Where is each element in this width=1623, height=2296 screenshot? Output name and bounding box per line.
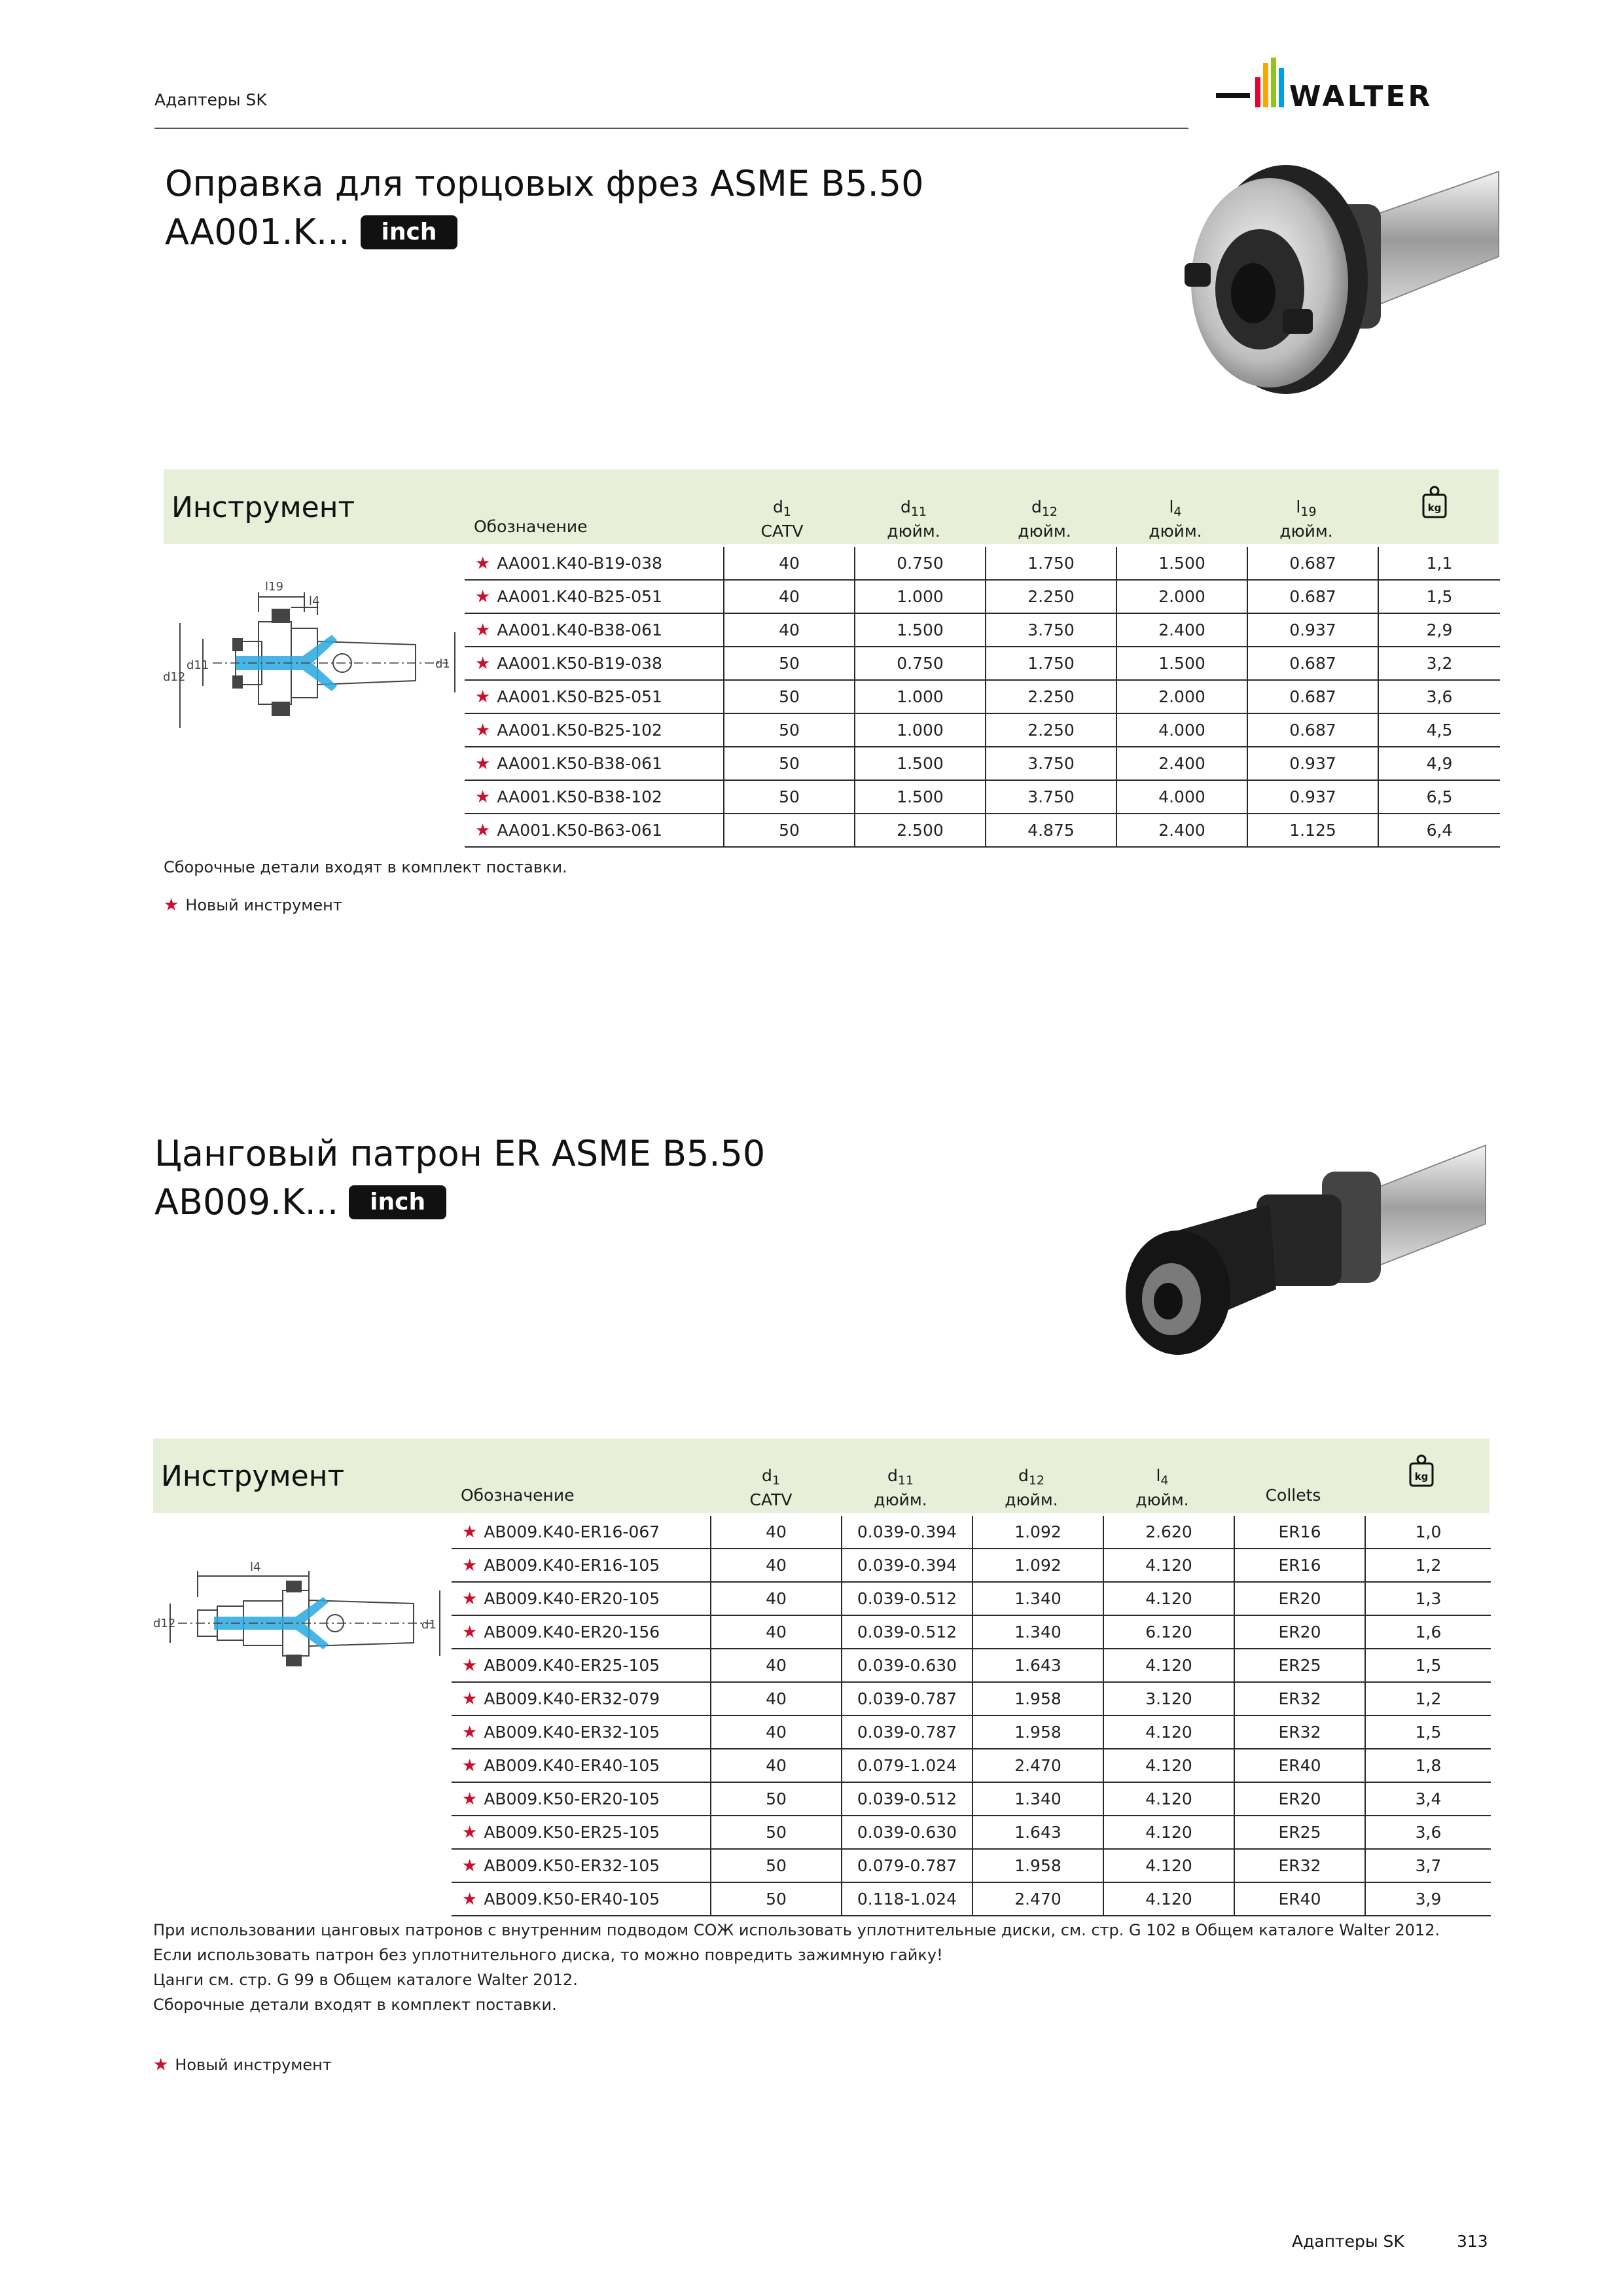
- value-cell: 50: [724, 780, 855, 814]
- value-cell: 4.120: [1103, 1749, 1234, 1782]
- value-cell: 1.500: [855, 747, 986, 780]
- designation-cell: ★ AA001.K50-B38-061: [465, 747, 724, 780]
- product2-col-d11: $d_{11}$ дюйм.: [874, 1466, 927, 1509]
- value-cell: 50: [711, 1849, 842, 1882]
- new-tool-star-icon: ★: [462, 1789, 478, 1809]
- value-cell: 0.039-0.394: [842, 1516, 972, 1549]
- product2-note-1: При использовании цанговых патронов с внутренним подводом СОЖ использовать уплотнительные диски, см. стр. G 102 в Общем каталоге Walter 2012.: [153, 1921, 1440, 1939]
- value-cell: 1.340: [972, 1582, 1103, 1615]
- value-cell: 0.937: [1247, 780, 1378, 814]
- value-cell: 50: [724, 713, 855, 747]
- table-row: [465, 613, 1500, 647]
- value-cell: 40: [711, 1615, 842, 1649]
- value-cell: 2.500: [855, 814, 986, 847]
- value-cell: 0.039-0.630: [842, 1649, 972, 1682]
- value-cell: 40: [711, 1549, 842, 1582]
- table-row: [452, 1516, 1491, 1549]
- product1-band-title: Инструмент: [171, 491, 355, 524]
- value-cell: 1.092: [972, 1516, 1103, 1549]
- table-row: [452, 1549, 1491, 1582]
- value-cell: 1,0: [1365, 1516, 1491, 1549]
- product2-col-designation: Обозначение: [461, 1486, 575, 1505]
- product1-col-designation: Обозначение: [474, 517, 588, 536]
- value-cell: ER40: [1234, 1882, 1365, 1916]
- product2-col-d1: $d_1$ CATV: [749, 1466, 793, 1509]
- product2-code: AB009.K...: [154, 1181, 339, 1223]
- product2-note-2: Если использовать патрон без уплотнительного диска, то можно повредить зажимную гайку!: [153, 1946, 943, 1964]
- value-cell: 6,5: [1378, 780, 1500, 814]
- value-cell: 4.120: [1103, 1882, 1234, 1916]
- value-cell: 4.120: [1103, 1849, 1234, 1882]
- value-cell: 1,5: [1378, 580, 1500, 613]
- value-cell: 1.340: [972, 1782, 1103, 1816]
- value-cell: 2.250: [986, 580, 1116, 613]
- footer-section-label: Адаптеры SK: [1292, 2232, 1404, 2251]
- designation-cell: ★ AA001.K50-B25-051: [465, 680, 724, 713]
- designation-cell: ★ AB009.K50-ER40-105: [452, 1882, 711, 1916]
- svg-text:d12: d12: [153, 1617, 176, 1630]
- designation-cell: ★ AB009.K40-ER32-105: [452, 1715, 711, 1749]
- value-cell: 1.750: [986, 547, 1116, 580]
- value-cell: 0.687: [1247, 680, 1378, 713]
- designation-cell: ★ AA001.K40-B25-051: [465, 580, 724, 613]
- value-cell: 4.000: [1116, 713, 1247, 747]
- value-cell: 1,3: [1365, 1582, 1491, 1615]
- new-tool-star-icon: ★: [475, 653, 491, 673]
- weight-kg-icon: [1421, 486, 1448, 518]
- value-cell: 50: [724, 747, 855, 780]
- value-cell: 0.750: [855, 647, 986, 680]
- product2-col-d12: $d_{12}$ дюйм.: [1005, 1466, 1058, 1509]
- value-cell: 1.958: [972, 1682, 1103, 1715]
- value-cell: 6.120: [1103, 1615, 1234, 1649]
- new-tool-star-icon: ★: [462, 1889, 478, 1909]
- new-tool-star-icon: ★: [462, 1856, 478, 1876]
- value-cell: 1,1: [1378, 547, 1500, 580]
- header-divider: [154, 128, 1188, 129]
- value-cell: 40: [711, 1649, 842, 1682]
- value-cell: 0.039-0.630: [842, 1816, 972, 1849]
- product2-col-collets: Collets: [1265, 1486, 1321, 1505]
- table-row: [465, 780, 1500, 814]
- new-tool-star-icon: ★: [153, 2055, 169, 2075]
- value-cell: 50: [711, 1782, 842, 1816]
- table-row: [452, 1882, 1491, 1916]
- product1-title-line1: Оправка для торцовых фрез ASME B5.50: [165, 163, 924, 204]
- designation-cell: ★ AA001.K40-B19-038: [465, 547, 724, 580]
- value-cell: 1,5: [1365, 1649, 1491, 1682]
- value-cell: 0.687: [1247, 547, 1378, 580]
- value-cell: 0.039-0.512: [842, 1582, 972, 1615]
- value-cell: 1,2: [1365, 1549, 1491, 1582]
- value-cell: 0.039-0.787: [842, 1715, 972, 1749]
- designation-cell: ★ AB009.K40-ER16-105: [452, 1549, 711, 1582]
- value-cell: ER25: [1234, 1649, 1365, 1682]
- value-cell: 0.750: [855, 547, 986, 580]
- product2-title: [154, 1130, 765, 1227]
- product1-col-l4: $l_4$ дюйм.: [1149, 497, 1202, 541]
- new-tool-star-icon: ★: [164, 895, 179, 915]
- designation-cell: ★ AB009.K40-ER20-156: [452, 1615, 711, 1649]
- value-cell: 1.958: [972, 1715, 1103, 1749]
- product1-code: AA001.K...: [165, 211, 350, 253]
- value-cell: 1.500: [855, 613, 986, 647]
- new-tool-star-icon: ★: [462, 1588, 478, 1609]
- svg-text:l4: l4: [250, 1560, 261, 1574]
- table-row: [465, 547, 1500, 580]
- value-cell: 1.092: [972, 1549, 1103, 1582]
- value-cell: ER20: [1234, 1782, 1365, 1816]
- value-cell: 50: [711, 1816, 842, 1849]
- svg-text:kg: kg: [1414, 1471, 1429, 1482]
- designation-cell: ★ AB009.K40-ER20-105: [452, 1582, 711, 1615]
- value-cell: 4,5: [1378, 713, 1500, 747]
- new-tool-star-icon: ★: [475, 820, 491, 840]
- value-cell: ER20: [1234, 1615, 1365, 1649]
- product1-inch-badge: inch: [361, 215, 458, 249]
- value-cell: 3.750: [986, 747, 1116, 780]
- svg-text:d12: d12: [163, 670, 186, 684]
- value-cell: 40: [711, 1749, 842, 1782]
- product2-drawing: [152, 1551, 453, 1682]
- product2-notes: [153, 1918, 1440, 2017]
- value-cell: 1,5: [1365, 1715, 1491, 1749]
- value-cell: 50: [711, 1882, 842, 1916]
- product2-table: [452, 1516, 1491, 1916]
- value-cell: ER20: [1234, 1582, 1365, 1615]
- designation-cell: ★ AA001.K50-B25-102: [465, 713, 724, 747]
- table-row: [452, 1649, 1491, 1682]
- value-cell: 0.687: [1247, 580, 1378, 613]
- weight-kg-icon: [1408, 1454, 1435, 1487]
- new-tool-star-icon: ★: [475, 620, 491, 640]
- value-cell: 2.250: [986, 713, 1116, 747]
- product2-inch-badge: inch: [349, 1185, 446, 1219]
- product2-legend: ★ Новый инструмент: [153, 2055, 332, 2075]
- value-cell: 4.000: [1116, 780, 1247, 814]
- product2-note-4: Сборочные детали входят в комплект поставки.: [153, 1996, 557, 2014]
- value-cell: 0.039-0.512: [842, 1782, 972, 1816]
- value-cell: 0.039-0.787: [842, 1682, 972, 1715]
- table-row: [465, 747, 1500, 780]
- product1-photo: [1171, 145, 1512, 420]
- value-cell: 4.120: [1103, 1782, 1234, 1816]
- value-cell: 3.750: [986, 780, 1116, 814]
- designation-cell: ★ AB009.K40-ER32-079: [452, 1682, 711, 1715]
- table-row: [452, 1715, 1491, 1749]
- svg-text:d11: d11: [187, 658, 209, 672]
- table-row: [452, 1782, 1491, 1816]
- value-cell: ER16: [1234, 1516, 1365, 1549]
- product1-col-d12: $d_{12}$ дюйм.: [1018, 497, 1071, 541]
- value-cell: 4.120: [1103, 1816, 1234, 1849]
- value-cell: 2.400: [1116, 814, 1247, 847]
- new-tool-star-icon: ★: [475, 787, 491, 807]
- designation-cell: ★ AB009.K50-ER32-105: [452, 1849, 711, 1882]
- value-cell: 50: [724, 647, 855, 680]
- value-cell: 0.937: [1247, 613, 1378, 647]
- value-cell: 6,4: [1378, 814, 1500, 847]
- designation-cell: ★ AA001.K50-B19-038: [465, 647, 724, 680]
- value-cell: ER32: [1234, 1849, 1365, 1882]
- value-cell: 0.079-0.787: [842, 1849, 972, 1882]
- value-cell: 3.120: [1103, 1682, 1234, 1715]
- walter-logo: [1216, 58, 1491, 117]
- value-cell: ER32: [1234, 1715, 1365, 1749]
- product2-band-title: Инструмент: [161, 1460, 345, 1493]
- product1-col-l19: $l_{19}$ дюйм.: [1279, 497, 1333, 541]
- value-cell: 3,2: [1378, 647, 1500, 680]
- value-cell: 2.400: [1116, 613, 1247, 647]
- value-cell: 2,9: [1378, 613, 1500, 647]
- table-row: [465, 814, 1500, 847]
- value-cell: 1.340: [972, 1615, 1103, 1649]
- table-row: [465, 680, 1500, 713]
- table-row: [465, 580, 1500, 613]
- value-cell: 40: [711, 1682, 842, 1715]
- value-cell: ER40: [1234, 1749, 1365, 1782]
- product1-col-d11: $d_{11}$ дюйм.: [887, 497, 940, 541]
- new-tool-star-icon: ★: [462, 1622, 478, 1642]
- product1-title: [165, 160, 923, 257]
- value-cell: 0.118-1.024: [842, 1882, 972, 1916]
- value-cell: 0.039-0.512: [842, 1615, 972, 1649]
- product1-col-d1: $d_1$ CATV: [760, 497, 804, 541]
- value-cell: 2.400: [1116, 747, 1247, 780]
- svg-text:kg: kg: [1427, 502, 1442, 514]
- designation-cell: ★ AA001.K50-B38-102: [465, 780, 724, 814]
- new-tool-star-icon: ★: [475, 720, 491, 740]
- header-section-label: Адаптеры SK: [154, 90, 267, 109]
- value-cell: 4.120: [1103, 1549, 1234, 1582]
- value-cell: 1.750: [986, 647, 1116, 680]
- new-tool-star-icon: ★: [475, 753, 491, 774]
- value-cell: 2.470: [972, 1749, 1103, 1782]
- value-cell: 40: [711, 1516, 842, 1549]
- value-cell: 1,2: [1365, 1682, 1491, 1715]
- value-cell: 1.500: [1116, 647, 1247, 680]
- value-cell: 3,7: [1365, 1849, 1491, 1882]
- value-cell: 0.039-0.394: [842, 1549, 972, 1582]
- designation-cell: ★ AB009.K50-ER25-105: [452, 1816, 711, 1849]
- svg-text:l19: l19: [265, 580, 283, 594]
- new-tool-star-icon: ★: [462, 1689, 478, 1709]
- value-cell: 4,9: [1378, 747, 1500, 780]
- table-row: [452, 1816, 1491, 1849]
- product2-title-line1: Цанговый патрон ER ASME B5.50: [154, 1133, 766, 1174]
- product2-col-l4: $l_4$ дюйм.: [1135, 1466, 1189, 1509]
- value-cell: 2.470: [972, 1882, 1103, 1916]
- designation-cell: ★ AA001.K50-B63-061: [465, 814, 724, 847]
- designation-cell: ★ AA001.K40-B38-061: [465, 613, 724, 647]
- new-tool-star-icon: ★: [462, 1655, 478, 1676]
- product1-drawing: [160, 576, 468, 740]
- value-cell: 4.120: [1103, 1582, 1234, 1615]
- table-row: [452, 1849, 1491, 1882]
- value-cell: 1,6: [1365, 1615, 1491, 1649]
- table-row: [452, 1582, 1491, 1615]
- value-cell: 40: [724, 613, 855, 647]
- value-cell: 50: [724, 814, 855, 847]
- table-row: [452, 1615, 1491, 1649]
- value-cell: 3.750: [986, 613, 1116, 647]
- value-cell: 1.643: [972, 1816, 1103, 1849]
- value-cell: 40: [711, 1582, 842, 1615]
- value-cell: 1.000: [855, 580, 986, 613]
- value-cell: 3,6: [1365, 1816, 1491, 1849]
- value-cell: ER16: [1234, 1549, 1365, 1582]
- value-cell: ER25: [1234, 1816, 1365, 1849]
- value-cell: 4.120: [1103, 1715, 1234, 1749]
- value-cell: 1,8: [1365, 1749, 1491, 1782]
- value-cell: 2.250: [986, 680, 1116, 713]
- table-row: [452, 1682, 1491, 1715]
- value-cell: 0.079-1.024: [842, 1749, 972, 1782]
- product1-table: [465, 547, 1500, 848]
- value-cell: 2.620: [1103, 1516, 1234, 1549]
- value-cell: 0.687: [1247, 647, 1378, 680]
- value-cell: 1.500: [1116, 547, 1247, 580]
- new-tool-star-icon: ★: [475, 586, 491, 607]
- value-cell: 1.000: [855, 680, 986, 713]
- value-cell: 0.937: [1247, 747, 1378, 780]
- svg-text:l4: l4: [309, 594, 320, 608]
- value-cell: 50: [724, 680, 855, 713]
- value-cell: ER32: [1234, 1682, 1365, 1715]
- value-cell: 1.958: [972, 1849, 1103, 1882]
- logo-text: WALTER: [1289, 80, 1433, 113]
- new-tool-star-icon: ★: [462, 1722, 478, 1742]
- value-cell: 3,9: [1365, 1882, 1491, 1916]
- designation-cell: ★ AB009.K40-ER40-105: [452, 1749, 711, 1782]
- value-cell: 4.120: [1103, 1649, 1234, 1682]
- new-tool-star-icon: ★: [462, 1522, 478, 1542]
- product2-photo: [1106, 1132, 1499, 1420]
- designation-cell: ★ AB009.K40-ER16-067: [452, 1516, 711, 1549]
- table-row: [465, 713, 1500, 747]
- value-cell: 40: [724, 547, 855, 580]
- value-cell: 40: [724, 580, 855, 613]
- new-tool-star-icon: ★: [462, 1755, 478, 1776]
- value-cell: 1.500: [855, 780, 986, 814]
- value-cell: 2.000: [1116, 680, 1247, 713]
- product1-note: Сборочные детали входят в комплект поставки.: [164, 858, 567, 876]
- value-cell: 1.643: [972, 1649, 1103, 1682]
- value-cell: 0.687: [1247, 713, 1378, 747]
- new-tool-star-icon: ★: [475, 687, 491, 707]
- value-cell: 3,6: [1378, 680, 1500, 713]
- designation-cell: ★ AB009.K40-ER25-105: [452, 1649, 711, 1682]
- value-cell: 40: [711, 1715, 842, 1749]
- product1-legend: ★ Новый инструмент: [164, 895, 342, 915]
- svg-text:d1: d1: [421, 1618, 437, 1632]
- new-tool-star-icon: ★: [462, 1822, 478, 1842]
- product2-note-3: Цанги см. стр. G 99 в Общем каталоге Walter 2012.: [153, 1971, 578, 1989]
- value-cell: 1.000: [855, 713, 986, 747]
- page-number: 313: [1457, 2232, 1488, 2251]
- designation-cell: ★ AB009.K50-ER20-105: [452, 1782, 711, 1816]
- table-row: [452, 1749, 1491, 1782]
- table-row: [465, 647, 1500, 680]
- value-cell: 3,4: [1365, 1782, 1491, 1816]
- new-tool-star-icon: ★: [475, 553, 491, 573]
- new-tool-star-icon: ★: [462, 1555, 478, 1575]
- value-cell: 1.125: [1247, 814, 1378, 847]
- value-cell: 2.000: [1116, 580, 1247, 613]
- svg-text:d1: d1: [435, 657, 450, 671]
- value-cell: 4.875: [986, 814, 1116, 847]
